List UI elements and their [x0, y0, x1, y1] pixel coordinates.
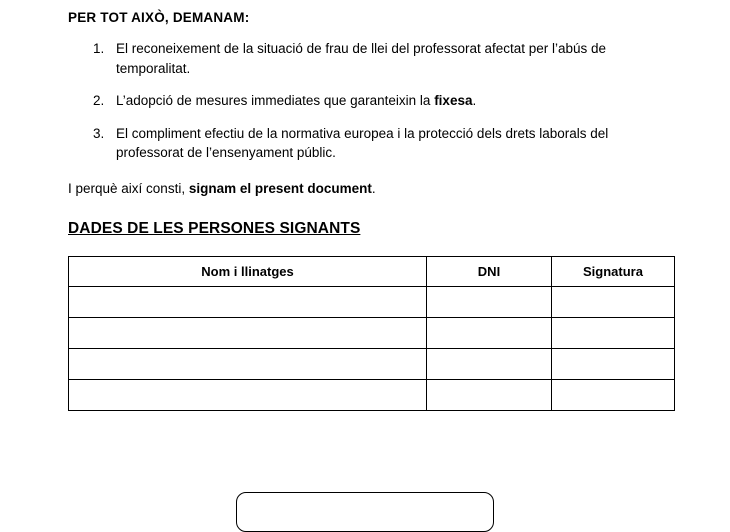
closing-emphasis: signam el present document [188, 180, 372, 196]
document-content [68, 10, 668, 411]
cell-signature[interactable] [552, 318, 675, 349]
demands-list [68, 39, 668, 163]
demand-text-tail: . [472, 93, 477, 109]
signers-table [68, 256, 675, 411]
cell-dni[interactable] [427, 349, 552, 380]
table-row [69, 349, 675, 380]
cell-name[interactable] [69, 318, 427, 349]
table-header-row [69, 257, 675, 287]
table-row [69, 287, 675, 318]
column-header-name: Nom i llinatges [69, 257, 427, 287]
cell-signature[interactable] [552, 380, 675, 411]
cell-dni[interactable] [427, 318, 552, 349]
cell-signature[interactable] [552, 349, 675, 380]
closing-statement [68, 179, 668, 199]
demand-text: El compliment efectiu de la normativa europea i la protecció dels drets laborals del professorat de l’ensenyament públic. [116, 125, 609, 161]
column-header-dni: DNI [427, 257, 552, 287]
cell-dni[interactable] [427, 380, 552, 411]
column-header-signature: Signatura [552, 257, 675, 287]
table-row [69, 380, 675, 411]
demand-text: El reconeixement de la situació de frau de llei del professorat afectat per l’abús de temporalitat. [116, 41, 607, 76]
cell-dni[interactable] [427, 287, 552, 318]
list-item [108, 91, 668, 111]
cell-name[interactable] [69, 380, 427, 411]
demand-emphasis: fixesa [434, 93, 473, 109]
cell-name[interactable] [69, 287, 427, 318]
section-title-signers: DADES DE LES PERSONES SIGNANTS [68, 220, 361, 238]
closing-text: I perquè així consti, [68, 180, 189, 196]
list-item [108, 39, 668, 78]
demand-text: L’adopció de mesures immediates que garanteixin la [116, 93, 435, 109]
cell-signature[interactable] [552, 287, 675, 318]
page-title: PER TOT AIXÒ, DEMANAM: [68, 10, 250, 25]
list-item [108, 124, 668, 163]
footer-rounded-box [236, 492, 494, 532]
cell-name[interactable] [69, 349, 427, 380]
table-row [69, 318, 675, 349]
closing-text-tail: . [371, 180, 376, 196]
